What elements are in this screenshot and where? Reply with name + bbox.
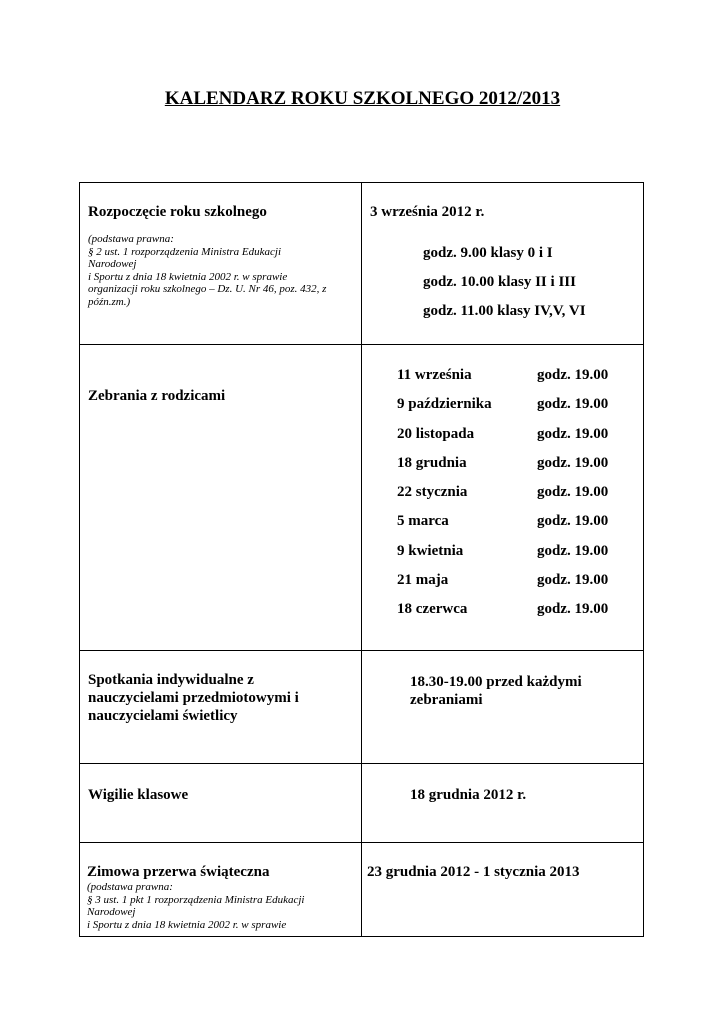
event-value: 18.30-19.00 przed każdymi zebraniami [410,674,582,708]
event-cell [80,651,362,764]
date-cell [362,764,644,843]
list-item: 9 kwietnia godz. 19.00 [397,542,609,559]
event-cell [80,843,362,937]
hour-item: godz. 10.00 klasy II i III [423,274,576,290]
date-cell [362,843,644,937]
event-cell [80,345,362,651]
list-item: 21 maja godz. 19.00 [397,572,609,589]
legal-basis-note: (podstawa prawna: § 3 ust. 1 pkt 1 rozporządzenia Ministra Edukacji Narodowej i Sportu z dnia 18 kwietnia 2002 r. w sprawie [87,881,305,931]
event-cell [80,764,362,843]
list-item: 18 grudnia godz. 19.00 [397,454,609,471]
document-title: KALENDARZ ROKU SZKOLNEGO 2012/2013 [164,88,561,109]
event-label: Spotkania indywidualne z nauczycielami przedmiotowymi i nauczycielami świetlicy [88,672,299,724]
hour-item: godz. 11.00 klasy IV,V, VI [423,303,586,319]
date-cell [362,183,644,345]
table-row [80,764,644,843]
table-row [80,345,644,651]
event-value: 18 grudnia 2012 r. [410,787,527,803]
start-hours-list [370,244,635,320]
table-row [80,183,644,345]
list-item: 20 listopada godz. 19.00 [397,425,609,442]
list-item: 9 października godz. 19.00 [397,396,609,413]
meetings-list [362,345,643,631]
list-item: 22 stycznia godz. 19.00 [397,484,609,501]
event-cell [80,183,362,345]
list-item: 18 czerwca godz. 19.00 [397,601,609,618]
start-date: 3 września 2012 r. [370,204,485,220]
event-value: 23 grudnia 2012 - 1 stycznia 2013 [367,864,580,880]
table-row [80,651,644,764]
table-row [80,843,644,937]
event-label: Zimowa przerwa świąteczna [87,864,270,880]
list-item: 11 września godz. 19.00 [397,367,609,383]
hour-item: godz. 9.00 klasy 0 i I [423,245,553,261]
event-label: Zebrania z rodzicami [88,388,226,404]
date-cell [362,651,644,764]
event-label: Wigilie klasowe [88,787,189,803]
school-calendar-table [79,182,644,937]
date-cell [362,345,644,651]
event-label: Rozpoczęcie roku szkolnego [88,204,267,220]
list-item: 5 marca godz. 19.00 [397,513,609,530]
legal-basis-note: (podstawa prawna: § 2 ust. 1 rozporządzenia Ministra Edukacji Narodowej i Sportu z dnia 18 kwietnia 2002 r. w sprawie organizacji roku szkolnego – Dz. U. Nr 46, poz. 432, z późn.zm.) [88,233,327,308]
